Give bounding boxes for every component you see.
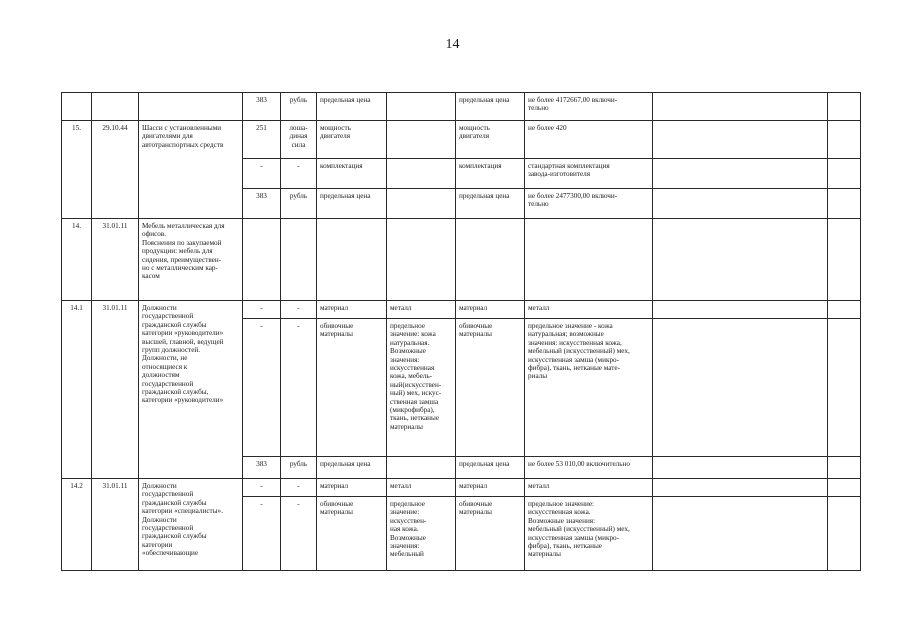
characteristic-cell: комплектация	[456, 159, 525, 189]
value-cell: металл	[387, 301, 456, 319]
value-cell: предельное значение: искусствен- ная кожа. Возможные значения: мебельный	[387, 497, 456, 571]
justification-cell	[653, 479, 828, 497]
value-cell: не более 53 010,00 включительно	[525, 457, 653, 479]
okei-code-cell: -	[243, 497, 281, 571]
row-number-cell: 14.2	[62, 479, 92, 571]
table-row	[62, 219, 861, 301]
value-cell	[387, 121, 456, 159]
value-cell: предельное значение: искусственная кожа. Возможные значения: мебельный (искусственный) мех, искусственная замша (микро- фибра), ткань, нетканые материалы	[525, 497, 653, 571]
justification-cell	[653, 189, 828, 219]
unit-cell: рубль	[281, 457, 317, 479]
okei-code-cell: 383	[243, 93, 281, 121]
justification-cell	[653, 121, 828, 159]
characteristic-cell: материал	[317, 301, 387, 319]
okei-code-cell: -	[243, 479, 281, 497]
okei-code-cell: 383	[243, 457, 281, 479]
function-cell	[828, 301, 861, 319]
table-row	[62, 121, 861, 159]
function-cell	[828, 121, 861, 159]
unit-cell: лоша- диная сила	[281, 121, 317, 159]
value-cell: не более 2477300,00 включи- тельно	[525, 189, 653, 219]
value-cell	[387, 219, 456, 301]
function-cell	[828, 219, 861, 301]
value-cell: не более 420	[525, 121, 653, 159]
value-cell: металл	[525, 301, 653, 319]
justification-cell	[653, 457, 828, 479]
page-number: 14	[445, 37, 460, 52]
okei-code-cell: -	[243, 319, 281, 457]
okpd-code-cell: 29.10.44	[92, 121, 139, 219]
unit-cell: -	[281, 159, 317, 189]
characteristic-cell: предельная цена	[456, 189, 525, 219]
function-cell	[828, 189, 861, 219]
okpd-code-cell: 31.01.11	[92, 301, 139, 479]
characteristic-cell: предельная цена	[317, 457, 387, 479]
function-cell	[828, 319, 861, 457]
characteristic-cell: мощность двигателя	[456, 121, 525, 159]
row-number-cell: 14.1	[62, 301, 92, 479]
characteristic-cell: материал	[317, 479, 387, 497]
value-cell: стандартная комплектация завода-изготовителя	[525, 159, 653, 189]
okei-code-cell: -	[243, 301, 281, 319]
characteristic-cell: обивочные материалы	[317, 319, 387, 457]
function-cell	[828, 479, 861, 497]
function-cell	[828, 457, 861, 479]
product-name-cell: Шасси с установленными двигателями для автотранспортных средств	[139, 121, 243, 219]
okei-code-cell: 251	[243, 121, 281, 159]
table-row	[62, 479, 861, 497]
unit-cell: -	[281, 319, 317, 457]
row-number-cell: 14.	[62, 219, 92, 301]
characteristic-cell: предельная цена	[317, 189, 387, 219]
justification-cell	[653, 319, 828, 457]
value-cell: предельное значение - кожа натуральная; возможные значения: искусственная кожа, мебельный (искусственный) мех, искусственная замша (микро- фибра), ткань, нетканые мате- риалы	[525, 319, 653, 457]
unit-cell: -	[281, 497, 317, 571]
product-name-cell: Должности государственной гражданской службы категории «специалисты». Должности государственной гражданской службы категории «обеспечивающие	[139, 479, 243, 571]
characteristic-cell: обивочные материалы	[456, 319, 525, 457]
function-cell	[828, 93, 861, 121]
table-row	[62, 301, 861, 319]
characteristic-cell: предельная цена	[317, 93, 387, 121]
function-cell	[828, 497, 861, 571]
okei-code-cell: -	[243, 159, 281, 189]
justification-cell	[653, 159, 828, 189]
value-cell: металл	[525, 479, 653, 497]
characteristic-cell: обивочные материалы	[317, 497, 387, 571]
unit-cell: -	[281, 479, 317, 497]
unit-cell: рубль	[281, 93, 317, 121]
value-cell	[387, 93, 456, 121]
justification-cell	[653, 219, 828, 301]
function-cell	[828, 159, 861, 189]
requirements-table	[61, 92, 861, 571]
unit-cell: -	[281, 301, 317, 319]
value-cell: предельное значение: кожа натуральная. Возможные значения: искусственная кожа, мебель- ный(искусствен- ный) мех, искус- ственная замша (микрофибра), ткань, нетканые материалы	[387, 319, 456, 457]
value-cell: металл	[387, 479, 456, 497]
characteristic-cell	[317, 219, 387, 301]
okei-code-cell	[243, 219, 281, 301]
value-cell	[387, 457, 456, 479]
characteristic-cell: предельная цена	[456, 457, 525, 479]
unit-cell	[281, 219, 317, 301]
characteristic-cell: материал	[456, 479, 525, 497]
value-cell	[387, 189, 456, 219]
product-name-cell: Мебель металлическая для офисов. Пояснения по закупаемой продукции: мебель для сидения, преимуществен- но с металлическим кар- касом	[139, 219, 243, 301]
product-name-cell	[139, 93, 243, 121]
value-cell	[387, 159, 456, 189]
characteristic-cell: комплектация	[317, 159, 387, 189]
characteristic-cell: обивочные материалы	[456, 497, 525, 571]
justification-cell	[653, 301, 828, 319]
characteristic-cell: предельная цена	[456, 93, 525, 121]
row-number-cell: 15.	[62, 121, 92, 219]
characteristic-cell	[456, 219, 525, 301]
value-cell: не более 4172667,00 включи- тельно	[525, 93, 653, 121]
row-number-cell	[62, 93, 92, 121]
characteristic-cell: материал	[456, 301, 525, 319]
okei-code-cell: 383	[243, 189, 281, 219]
justification-cell	[653, 497, 828, 571]
unit-cell: рубль	[281, 189, 317, 219]
okpd-code-cell	[92, 93, 139, 121]
table-row	[62, 93, 861, 121]
justification-cell	[653, 93, 828, 121]
characteristic-cell: мощность двигателя	[317, 121, 387, 159]
product-name-cell: Должности государственной гражданской службы категории «руководители» высшей, главной, ведущей групп должностей. Должности, не относящиеся к должностям государственной гражданской службы, категории «руководители»	[139, 301, 243, 479]
value-cell	[525, 219, 653, 301]
okpd-code-cell: 31.01.11	[92, 219, 139, 301]
okpd-code-cell: 31.01.11	[92, 479, 139, 571]
